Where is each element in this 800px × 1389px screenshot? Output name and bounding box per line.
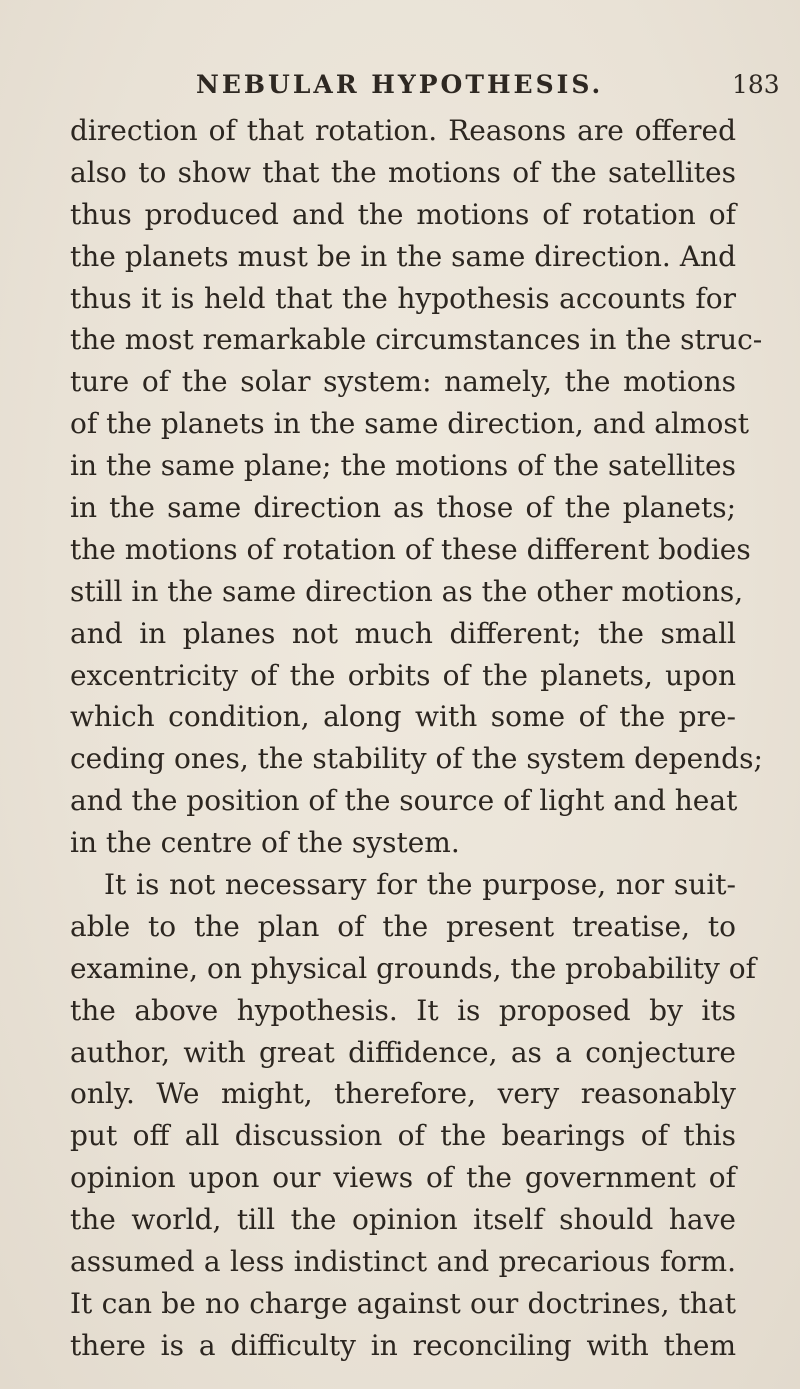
text-line: thus produced and the motions of rotation of <box>70 197 736 231</box>
text-line: in the same direction as those of the planets; <box>70 491 736 525</box>
text-line: direction of that rotation. Reasons are offered <box>70 114 736 147</box>
running-title: NEBULAR HYPOTHESIS. <box>196 70 604 99</box>
paragraph-start-line: It is not necessary for the purpose, nor suit- <box>104 868 736 902</box>
text-line: opinion upon our views of the government of <box>70 1161 736 1195</box>
text-line: ture of the solar system: namely, the motions <box>70 365 736 399</box>
text-line: assumed a less indistinct and precarious form. <box>70 1245 736 1279</box>
text-line: It can be no charge against our doctrines, that <box>70 1286 736 1320</box>
text-line: thus it is held that the hypothesis accounts for <box>70 281 736 315</box>
text-line: there is a difficulty in reconciling with them <box>70 1328 736 1362</box>
text-line: in the same plane; the motions of the satellites <box>70 449 736 483</box>
text-line: excentricity of the orbits of the planets, upon <box>70 658 736 692</box>
body-text <box>70 110 763 1367</box>
text-line: ceding ones, the stability of the system depends; <box>70 742 763 776</box>
text-line: and the position of the source of light and heat <box>70 784 738 818</box>
text-line: and in planes not much different; the small <box>70 616 736 650</box>
text-line: still in the same direction as the other motions, <box>70 574 744 608</box>
text-line: put off all discussion of the bearings of this <box>70 1119 736 1153</box>
text-line: of the planets in the same direction, and almost <box>70 407 749 441</box>
text-line: able to the plan of the present treatise, to <box>70 909 736 943</box>
text-line: the above hypothesis. It is proposed by its <box>70 993 736 1027</box>
page-number: 183 <box>732 70 780 99</box>
paragraph-end-line: in the centre of the system. <box>70 826 460 860</box>
text-line: also to show that the motions of the satellites <box>70 155 736 189</box>
text-line: the motions of rotation of these different bodies <box>70 532 751 566</box>
running-head <box>0 70 800 106</box>
text-line: the world, till the opinion itself should have <box>70 1203 736 1237</box>
text-line: examine, on physical grounds, the probability of <box>70 951 756 985</box>
text-line: the most remarkable circumstances in the struc- <box>70 323 763 357</box>
text-line: author, with great diffidence, as a conjecture <box>70 1035 736 1069</box>
text-line: the planets must be in the same direction. And <box>70 239 736 273</box>
text-line: only. We might, therefore, very reasonably <box>70 1077 736 1111</box>
text-line: which condition, along with some of the pre- <box>70 700 736 734</box>
